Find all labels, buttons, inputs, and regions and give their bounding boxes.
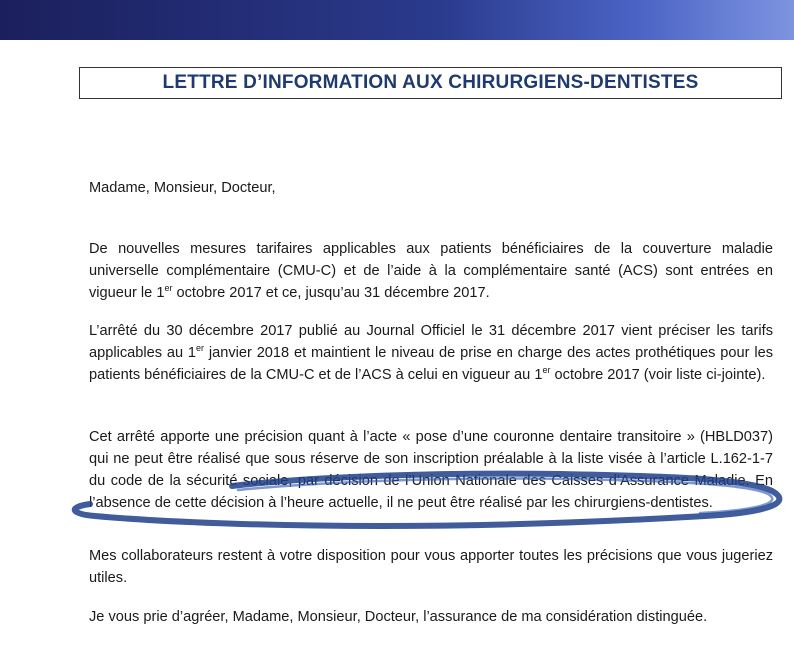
paragraph-4: Mes collaborateurs restent à votre disposition pour vous apporter toutes les précisions que vous jugeriez utiles. [89, 548, 773, 586]
salutation: Madame, Monsieur, Docteur, [89, 180, 276, 196]
paragraph-3: Cet arrêté apporte une précision quant à l’acte « pose d’une couronne dentaire transitoire » (HBLD037) qui ne peut être réalisé que sous réserve de son inscription préalable à la liste visée à l’article L.162-1-7 du code de la sécurité sociale, par décision de l’Union Nationale des Caisses d’Assurance Maladie. En l’absence de cette décision à l’heure actuelle, il ne peut être réalisé par les chirurgiens-dentistes. [89, 429, 773, 511]
letter-title-box [79, 67, 782, 99]
paragraph-2: L’arrêté du 30 décembre 2017 publié au Journal Officiel le 31 décembre 2017 vient préciser les tarifs applicables au 1er janvier 2018 et maintient le niveau de prise en charge des actes prothétiques pour les patients bénéficiaires de la CMU-C et de l’ACS à celui en vigueur au 1er octobre 2017 (voir liste ci-jointe). [89, 323, 773, 383]
header-band [0, 0, 794, 40]
letter-title: LETTRE D’INFORMATION AUX CHIRURGIENS-DENTISTES [162, 72, 699, 93]
paragraph-1: De nouvelles mesures tarifaires applicables aux patients bénéficiaires de la couverture maladie universelle complémentaire (CMU-C) et de l’aide à la complémentaire santé (ACS) sont entrées en vigueur le 1er octobre 2017 et ce, jusqu’au 31 décembre 2017. [89, 241, 773, 301]
closing-formula: Je vous prie d’agréer, Madame, Monsieur, Docteur, l’assurance de ma considération distinguée. [89, 609, 708, 625]
